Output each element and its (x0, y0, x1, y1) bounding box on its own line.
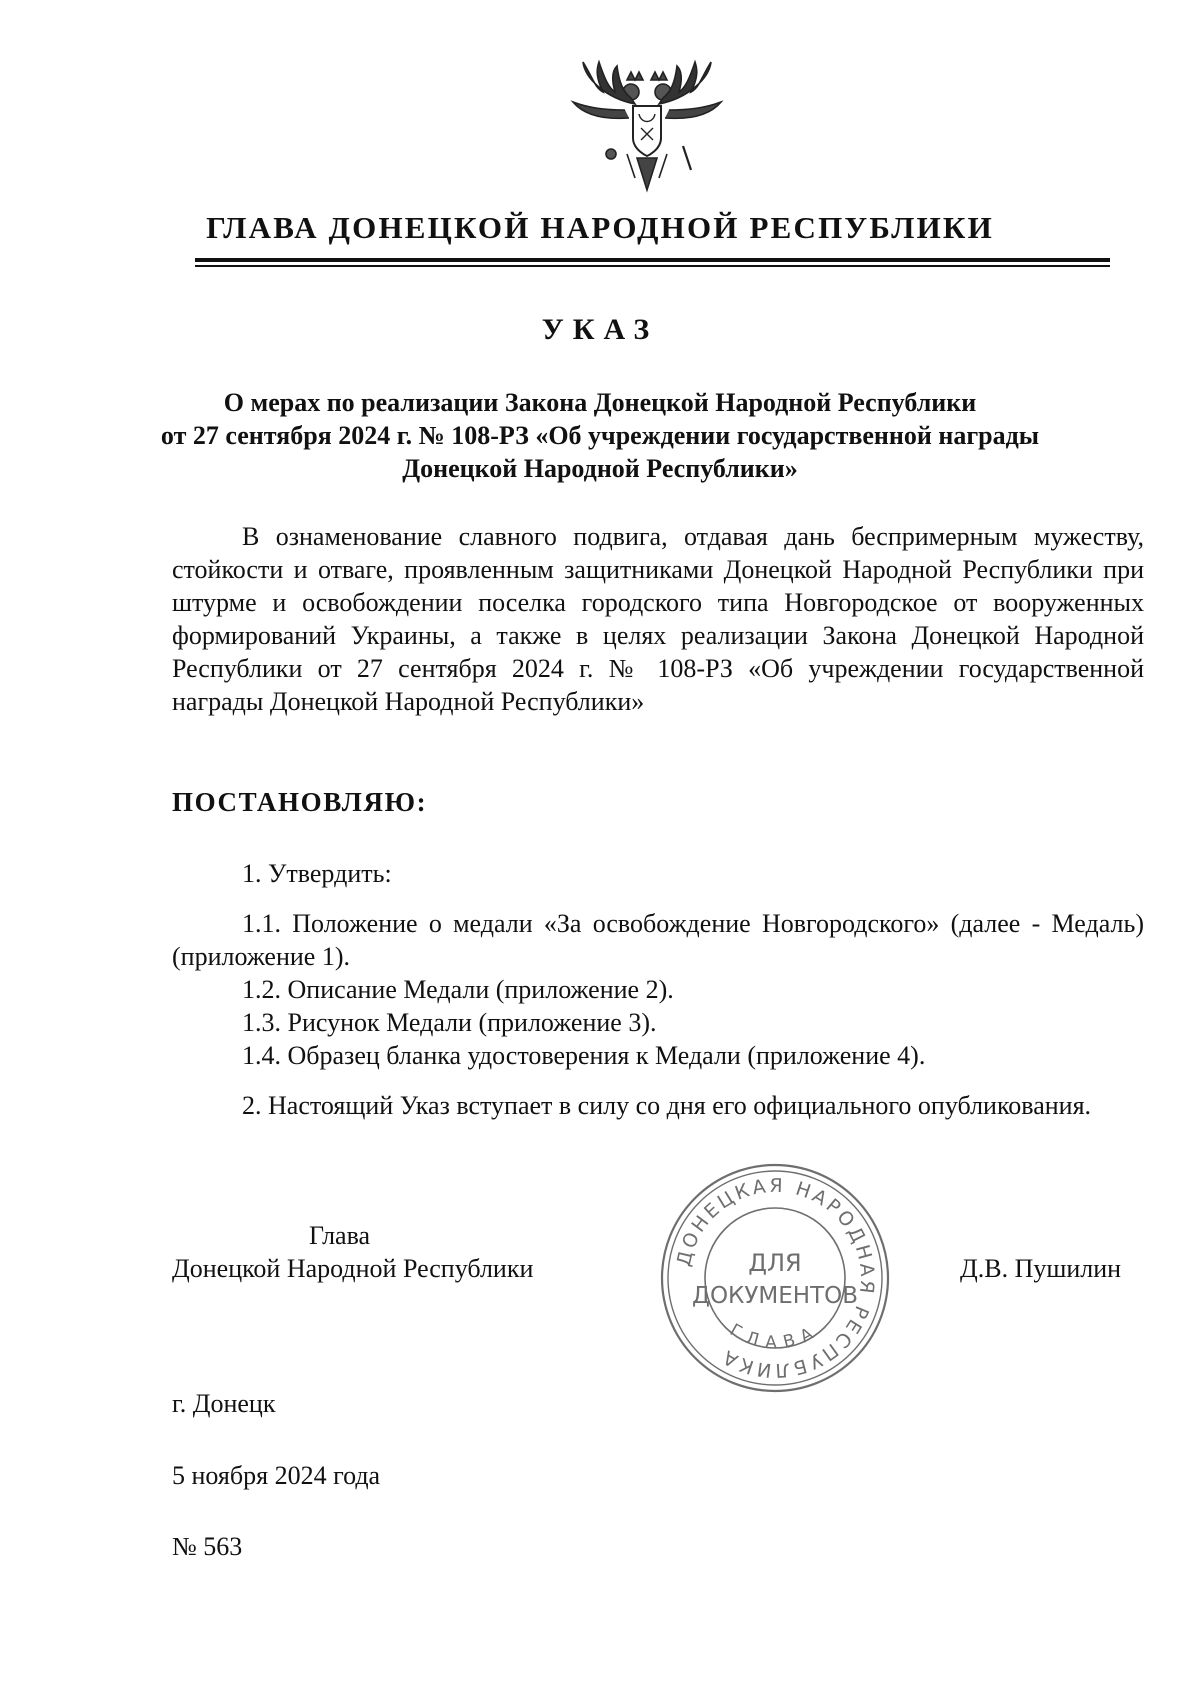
decree-item: 1. Утвердить: (242, 859, 392, 888)
decree-number: № 563 (172, 1532, 243, 1561)
signatory-organization: Донецкой Народной Республики (172, 1254, 534, 1283)
decree-final-item: 2. Настоящий Указ вступает в силу со дня его официального опубликования. (242, 1091, 1092, 1120)
decree-item: 1.1. Положение о медали «За освобождение Новгородского» (далее - Медаль) (приложение 1). (172, 909, 1144, 971)
double-headed-eagle-emblem-icon (565, 58, 729, 198)
decree-subject (150, 386, 1050, 485)
preamble-text: В ознаменование славного подвига, отдавая дань беспримерным мужеству, стойкости и отваге, проявленным защитниками Донецкой Народной Республики при штурме и освобождении поселка городского типа Новгородское от вооруженных формирований Украины, а также в целях реализации Закона Донецкой Народной Республики от 27 сентября 2024 г. № 108-РЗ «Об учреждении государственной награды Донецкой Народной Республики» (172, 522, 1144, 716)
seal-ring-text: ДОНЕЦКАЯ НАРОДНАЯ РЕСПУБЛИКА (672, 1174, 879, 1382)
document-type-title: УКАЗ (541, 313, 659, 346)
issuing-authority-heading: ГЛАВА ДОНЕЦКОЙ НАРОДНОЙ РЕСПУБЛИКИ (206, 210, 994, 245)
seal-center-line1: ДЛЯ (748, 1249, 802, 1277)
decree-items (172, 857, 1144, 1122)
subject-line: О мерах по реализации Закона Донецкой Народной Республики (223, 388, 977, 417)
seal-bottom-text: ГЛАВА (726, 1320, 824, 1353)
official-seal-stamp (655, 1158, 895, 1398)
subject-line: Донецкой Народной Республики» (402, 454, 798, 483)
decree-item: 1.2. Описание Медали (приложение 2). (242, 975, 674, 1004)
signatory-title: Глава (309, 1221, 371, 1250)
seal-center-line2: ДОКУМЕНТОВ (691, 1283, 859, 1309)
svg-text:ГЛАВА (726, 1320, 823, 1353)
subject-line: от 27 сентября 2024 г. № 108-РЗ «Об учреждении государственной награды (160, 421, 1040, 450)
preamble-paragraph (172, 520, 1144, 718)
issue-place: г. Донецк (172, 1389, 276, 1418)
header-thick-rule (195, 258, 1110, 262)
signatory-name: Д.В. Пушилин (960, 1254, 1122, 1283)
issue-date: 5 ноября 2024 года (172, 1461, 381, 1490)
decree-item: 1.4. Образец бланка удостоверения к Медали (приложение 4). (242, 1041, 926, 1070)
resolve-heading: ПОСТАНОВЛЯЮ: (172, 787, 428, 817)
decree-item: 1.3. Рисунок Медали (приложение 3). (242, 1008, 657, 1037)
header-thin-rule (195, 265, 1110, 267)
